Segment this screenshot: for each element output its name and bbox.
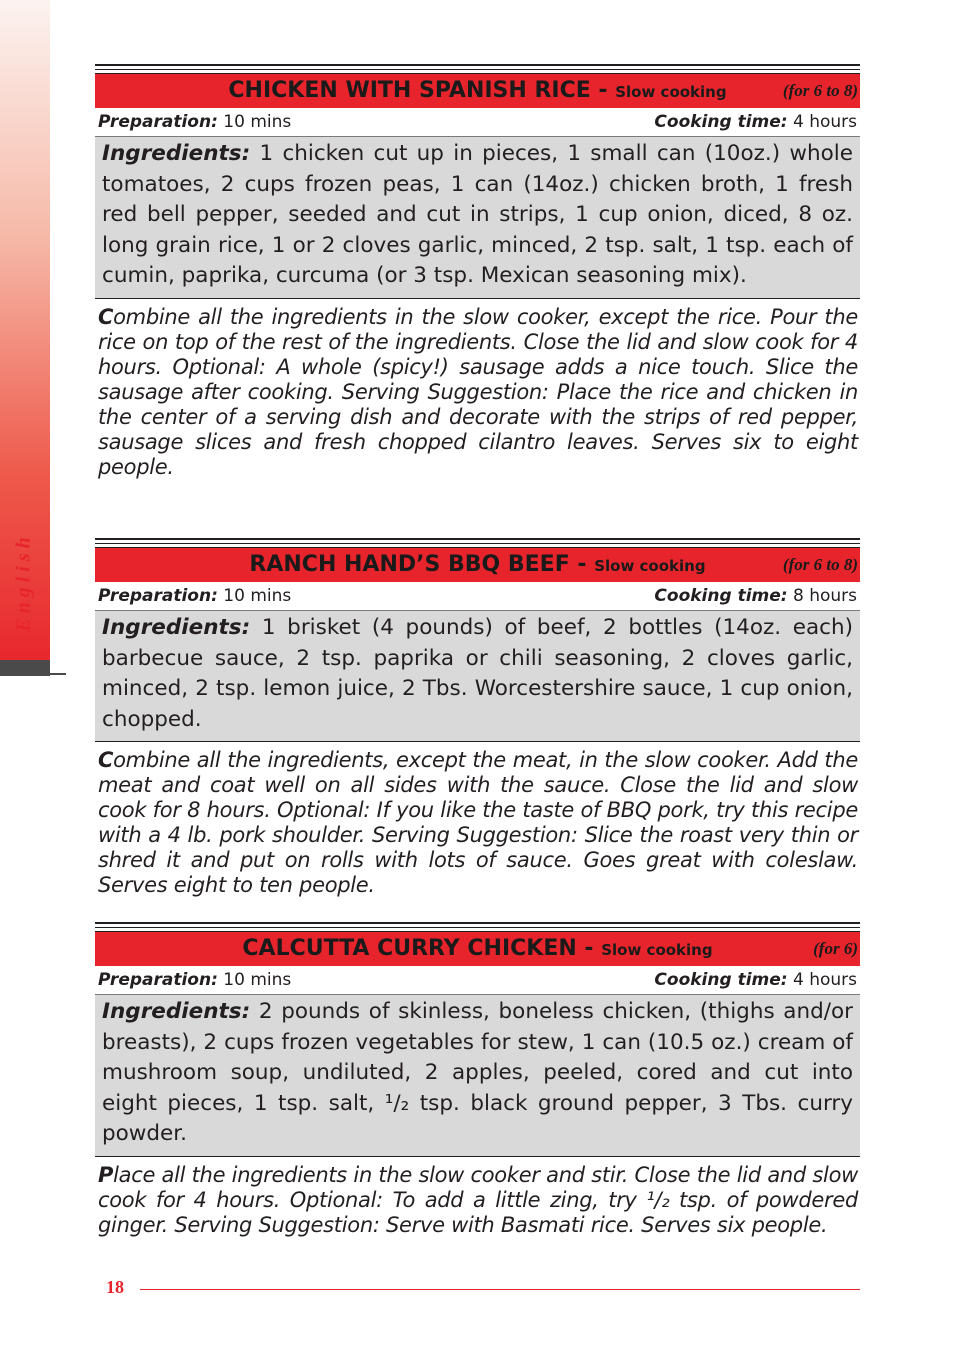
side-band-footer — [0, 660, 50, 676]
method-text — [95, 1157, 860, 1238]
recipe-method-subtitle: Slow cooking — [601, 941, 713, 959]
recipe-title-text: RANCH HAND’S BBQ BEEF - — [249, 552, 595, 577]
recipe-serves: (for 6) — [813, 939, 858, 958]
prep-value: 10 mins — [217, 112, 292, 132]
recipe-method-subtitle: Slow cooking — [615, 83, 727, 101]
method-body: ombine all the ingredients in the slow cooker, except the rice. Pour the rice on top of the rest of the ingredients. Close the lid and slow cook for 4 hours. Optional: A whole (spicy!) sausage adds a nice touch. Slice the sausage after cooking. Serving Suggestion: Place the rice and chicken in the center of a serving dish and decorate with the strips of red pepper, sausage slices and fresh chopped cilantro leaves. Serves six to eight people. — [98, 304, 858, 479]
recipe-meta-row — [95, 966, 860, 995]
method-initial: C — [98, 748, 114, 772]
footer-rule — [140, 1289, 860, 1290]
method-initial: P — [98, 1162, 114, 1187]
prep-label: Preparation: — [98, 112, 218, 132]
ingredients-label: Ingredients: — [102, 999, 251, 1024]
recipe-top-rule — [95, 538, 860, 544]
recipe-serves: (for 6 to 8) — [782, 555, 858, 574]
cook-label: Cooking time: — [654, 112, 788, 132]
recipe-card — [95, 922, 860, 1238]
cook-value: 4 hours — [787, 970, 857, 990]
side-tick-mark — [50, 673, 66, 675]
prep-time — [98, 966, 291, 994]
cook-time — [654, 966, 857, 994]
recipe-card — [95, 538, 860, 898]
recipe-title-text: CHICKEN WITH SPANISH RICE - — [228, 78, 616, 103]
cook-label: Cooking time: — [654, 586, 788, 606]
recipe-meta-row — [95, 582, 860, 611]
ingredients-text: 1 chicken cut up in pieces, 1 small can (10oz.) whole tomatoes, 2 cups frozen peas, 1 can (14oz.) chicken broth, 1 fresh red bell pepper, seeded and cut in strips, 1 cup onion, diced, 8 oz. long grain rice, 1 or 2 cloves garlic, minced, 2 tsp. salt, 1 tsp. each of cumin, paprika, curcuma (or 3 tsp. Mexican seasoning mix). — [102, 141, 853, 288]
method-initial: C — [98, 304, 114, 329]
ingredients-box — [95, 137, 860, 299]
recipe-title — [95, 552, 860, 577]
prep-value: 10 mins — [217, 586, 292, 606]
cook-value: 8 hours — [787, 586, 857, 606]
recipe-title-bar — [95, 547, 860, 582]
method-text — [95, 299, 860, 480]
ingredients-text: 1 brisket (4 pounds) of beef, 2 bottles (14oz. each) barbecue sauce, 2 tsp. paprika or chili seasoning, 2 cloves garlic, minced, 2 tsp. lemon juice, 2 Tbs. Worcestershire sauce, 1 cup onion, chopped. — [102, 615, 853, 732]
cook-time — [654, 582, 857, 610]
language-tab-label: English — [12, 532, 35, 632]
recipe-card — [95, 64, 860, 480]
cook-value: 4 hours — [787, 112, 857, 132]
recipe-title-text: CALCUTTA CURRY CHICKEN - — [242, 936, 602, 961]
ingredients-label: Ingredients: — [102, 615, 251, 640]
cook-time — [654, 108, 857, 136]
recipe-meta-row — [95, 108, 860, 137]
cook-label: Cooking time: — [654, 970, 788, 990]
prep-time — [98, 582, 291, 610]
page-number: 18 — [106, 1277, 124, 1297]
ingredients-box — [95, 611, 860, 742]
prep-time — [98, 108, 291, 136]
method-body: lace all the ingredients in the slow cooker and stir. Close the lid and slow cook for 4 hours. Optional: To add a little zing, try ¹/₂ tsp. of powdered ginger. Serving Suggestion: Serve with Basmati rice. Serves six people. — [98, 1162, 858, 1237]
recipe-top-rule — [95, 64, 860, 70]
prep-value: 10 mins — [217, 970, 292, 990]
ingredients-text: 2 pounds of skinless, boneless chicken, (thighs and/or breasts), 2 cups frozen vegetables for stew, 1 can (10.5 oz.) cream of mushroom soup, undiluted, 2 apples, peeled, cored and cut into eight pieces, 1 tsp. salt, ¹/₂ tsp. black ground pepper, 3 Tbs. curry powder. — [102, 999, 853, 1146]
recipe-title — [95, 936, 860, 961]
method-body: ombine all the ingredients, except the meat, in the slow cooker. Add the meat and coat well on all sides with the sauce. Close the lid and slow cook for 8 hours. Optional: If you like the taste of BBQ pork, try this recipe with a 4 lb. pork shoulder. Serving Suggestion: Slice the roast very thin or shred it and put on rolls with lots of sauce. Goes great with coleslaw. Serves eight to ten people. — [98, 748, 858, 897]
recipe-serves: (for 6 to 8) — [782, 81, 858, 100]
recipe-top-rule — [95, 922, 860, 928]
prep-label: Preparation: — [98, 970, 218, 990]
recipe-title-bar — [95, 73, 860, 108]
prep-label: Preparation: — [98, 586, 218, 606]
recipe-method-subtitle: Slow cooking — [594, 557, 706, 575]
recipe-title-bar — [95, 931, 860, 966]
ingredients-box — [95, 995, 860, 1157]
ingredients-label: Ingredients: — [102, 141, 251, 166]
recipe-title — [95, 78, 860, 103]
method-text — [95, 742, 860, 898]
